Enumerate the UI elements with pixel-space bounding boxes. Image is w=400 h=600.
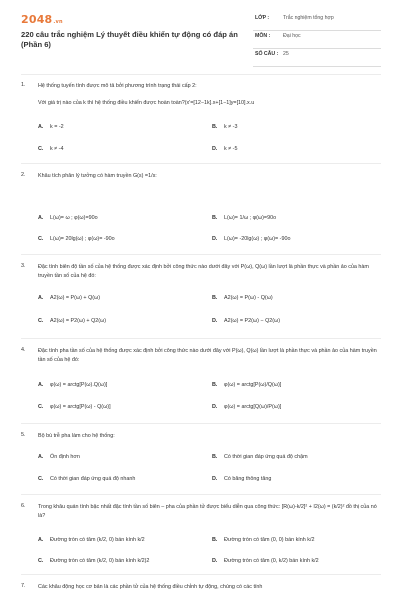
option-letter: D.: [212, 558, 218, 564]
question-divider: [21, 254, 381, 255]
question-divider: [21, 163, 381, 164]
option-text: Có băng thông tăng: [224, 476, 272, 482]
option-text: L(ω)= -20lg(ω) ; φ(ω)= -90o: [224, 236, 291, 242]
option-a[interactable]: [38, 454, 80, 460]
option-letter: D.: [212, 476, 218, 482]
question-text: Khâu tích phân lý tưởng có hàm truyền G(s) =1/s:: [38, 173, 157, 179]
question-divider: [21, 423, 381, 424]
option-b[interactable]: [212, 537, 314, 543]
option-d[interactable]: [212, 476, 271, 482]
question-text: Trong khâu quán tính bậc nhất đặc tính tần số biên – pha của phần tử được biểu diễn qua công thức: [R(ω)-k/2]² + I2(ω) = (k/2)² đồ thị của nó là?: [38, 504, 377, 519]
option-a[interactable]: [38, 537, 145, 543]
option-b[interactable]: [212, 454, 308, 460]
option-letter: D.: [212, 236, 218, 242]
option-letter: B.: [212, 537, 218, 543]
option-b[interactable]: [212, 124, 237, 130]
header-divider: [21, 74, 381, 75]
option-letter: C.: [38, 318, 44, 324]
logo-text: 2048: [21, 13, 53, 26]
page-title: 220 câu trắc nghiệm Lý thuyết điều khiển tự động có đáp án (Phần 6): [21, 30, 238, 49]
option-letter: B.: [212, 124, 218, 130]
site-logo[interactable]: [21, 13, 63, 26]
option-text: L(ω)= 1/ω ; φ(ω)=90o: [224, 215, 277, 221]
option-letter: C.: [38, 146, 44, 152]
question-number: 2.: [21, 172, 26, 178]
meta-label: SỐ CÂU :: [255, 51, 279, 57]
option-text: k ≠ -4: [50, 146, 64, 152]
option-d[interactable]: [212, 236, 290, 242]
option-b[interactable]: [212, 295, 273, 301]
meta-value: Đại học: [283, 33, 301, 39]
meta-label: LỚP :: [255, 15, 270, 21]
question-text: Đặc tính biên độ tần số của hệ thống được xác định bởi công thức nào dưới đây với P(ω), Q(ω) lần lượt là phần thực và phần ảo của hàm truyền tần số của hệ đó:: [38, 264, 369, 279]
document-header: [0, 0, 400, 68]
option-text: L(ω)= 20lg(ω) ; φ(ω)= -90o: [50, 236, 115, 242]
question-number: 5.: [21, 432, 26, 438]
option-letter: C.: [38, 476, 44, 482]
question-subtext: Với giá trị nào của k thì hệ thống điều khiển được hoàn toàn?(x'=[12−1k].x+[1−1]y=[10].x.u: [38, 100, 255, 106]
option-c[interactable]: [38, 318, 106, 324]
option-c[interactable]: [38, 146, 63, 152]
option-a[interactable]: [38, 215, 98, 221]
option-text: A2(ω) = P2(ω) + Q2(ω): [50, 318, 107, 324]
option-text: A2(ω) = P(ω) - Q(ω): [224, 295, 273, 301]
option-d[interactable]: [212, 146, 237, 152]
option-b[interactable]: [212, 382, 281, 388]
meta-table: [253, 13, 381, 67]
option-a[interactable]: [38, 124, 64, 130]
question-number: 1.: [21, 82, 26, 88]
option-text: k = -2: [50, 124, 64, 130]
question-number: 7.: [21, 583, 26, 589]
question-number: 3.: [21, 263, 26, 269]
option-text: φ(ω) = arctg[P(ω) - Q(ω)]: [50, 404, 111, 410]
meta-value: 25: [283, 51, 289, 57]
option-letter: A.: [38, 382, 44, 388]
option-text: Có thời gian đáp ứng quá độ chậm: [224, 454, 308, 460]
option-letter: B.: [212, 295, 218, 301]
option-letter: C.: [38, 558, 44, 564]
option-d[interactable]: [212, 404, 281, 410]
option-letter: D.: [212, 404, 218, 410]
option-text: Ổn định hơn: [50, 454, 80, 460]
option-letter: B.: [212, 454, 218, 460]
option-letter: C.: [38, 236, 44, 242]
option-text: Đường tròn có tâm (0, k/2) bán kính k/2: [224, 558, 319, 564]
meta-row-class: [253, 13, 381, 31]
option-c[interactable]: [38, 558, 149, 564]
option-text: Có thời gian đáp ứng quá độ nhanh: [50, 476, 136, 482]
option-text: φ(ω) = arctg[P(ω)/Q(ω)]: [224, 382, 282, 388]
option-a[interactable]: [38, 295, 100, 301]
question-divider: [21, 338, 381, 339]
meta-value: Trắc nghiệm tổng hợp: [283, 15, 334, 21]
option-text: φ(ω) = arctg[P(ω).Q(ω)]: [50, 382, 108, 388]
option-text: A2(ω) = P2(ω) − Q2(ω): [224, 318, 281, 324]
option-text: k ≠ -3: [224, 124, 238, 130]
question-text: Hệ thống tuyến tính được mô tả bởi phương trình trạng thái cấp 2:: [38, 83, 197, 89]
option-c[interactable]: [38, 476, 135, 482]
option-letter: B.: [212, 382, 218, 388]
meta-row-count: [253, 49, 381, 67]
option-letter: D.: [212, 318, 218, 324]
question-number: 4.: [21, 347, 26, 353]
option-text: φ(ω) = arctg[Q(ω)/P(ω)]: [224, 404, 282, 410]
option-letter: D.: [212, 146, 218, 152]
option-letter: C.: [38, 404, 44, 410]
meta-label: MÔN :: [255, 33, 271, 39]
option-b[interactable]: [212, 215, 276, 221]
logo-suffix: .vn: [53, 19, 63, 25]
option-letter: A.: [38, 295, 44, 301]
option-letter: A.: [38, 124, 44, 130]
option-c[interactable]: [38, 236, 115, 242]
option-letter: B.: [212, 215, 218, 221]
option-text: Đường tròn có tâm (k/2, 0) bán kính k/2)2: [50, 558, 150, 564]
option-d[interactable]: [212, 558, 319, 564]
question-number: 6.: [21, 503, 26, 509]
question-text: Đặc tính pha tần số của hệ thống được xác định bởi công thức nào dưới đây với P(ω), Q(ω) lần lượt là phần thực và phần ảo của hàm truyền tần số của hệ đó:: [38, 348, 377, 363]
option-a[interactable]: [38, 382, 107, 388]
option-text: L(ω)= ω ; φ(ω)=90o: [50, 215, 98, 221]
option-text: A2(ω) = P(ω) + Q(ω): [50, 295, 101, 301]
question-divider: [21, 574, 381, 575]
option-letter: A.: [38, 454, 44, 460]
option-letter: A.: [38, 537, 44, 543]
option-text: Đường tròn có tâm (k/2, 0) bán kính k/2: [50, 537, 145, 543]
question-divider: [21, 494, 381, 495]
option-d[interactable]: [212, 318, 280, 324]
option-c[interactable]: [38, 404, 111, 410]
option-text: Đường tròn có tâm (0, 0) bán kính k/2: [224, 537, 315, 543]
question-text: Các khâu động học cơ bản là các phần tử của hệ thống điều chỉnh tự động, chúng có các tính: [38, 584, 263, 590]
option-letter: A.: [38, 215, 44, 221]
question-text: Bộ bù trễ pha làm cho hệ thống:: [38, 433, 115, 439]
option-text: k ≠ -5: [224, 146, 238, 152]
